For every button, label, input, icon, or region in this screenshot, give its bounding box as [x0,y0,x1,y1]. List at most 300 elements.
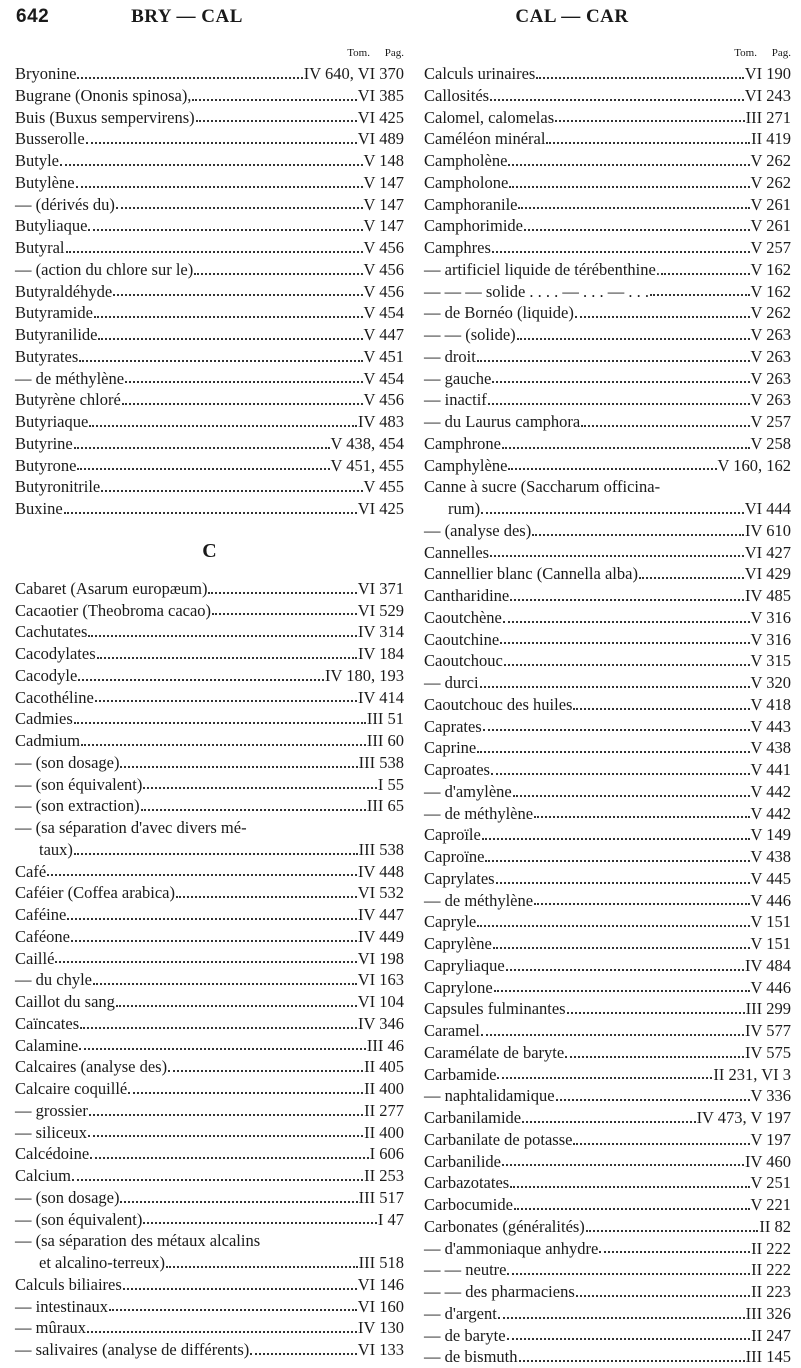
leader-dots [507,1273,750,1275]
entry-label: Campholone [424,172,509,192]
entry-reference: VI 489 [357,129,404,149]
index-entry [424,542,791,564]
index-entry [424,1042,791,1064]
entry-label: Calculs urinaires [424,64,536,83]
index-entry [15,1143,404,1165]
entry-label: Caoutchouc des huiles [424,694,573,714]
entry-reference: V 445 [750,868,791,888]
index-entry [15,1165,404,1187]
entry-reference: VI 427 [744,542,791,562]
entry-reference: II 277 [364,1100,404,1120]
entry-reference: V 151 [750,934,791,953]
entry-reference: I 47 [377,1209,404,1229]
index-entry [15,107,404,129]
index-entry [424,368,791,390]
entry-label: — (son équivalent) [15,1209,143,1229]
entry-reference: VI 160 [357,1296,404,1316]
leader-dots [89,425,357,427]
entry-reference: V 147 [363,172,404,192]
entry-reference: V 454 [363,303,404,323]
leader-dots [55,961,356,963]
leader-dots [508,468,716,470]
tom-header: Tom. [734,47,757,59]
leader-dots [494,990,750,992]
entry-reference: V 162 [750,259,791,279]
leader-dots [76,186,363,188]
entry-label: — naphtalidamique [424,1086,555,1106]
leader-dots [212,613,357,615]
leader-dots [176,896,357,898]
entry-label: — grossier [15,1100,88,1120]
entry-reference: VI 371 [357,578,404,598]
index-entry [15,172,404,194]
index-entry [424,650,791,672]
entry-label: — de bismuth [424,1347,518,1367]
leader-dots [79,360,362,362]
entry-reference: IV 640, VI 370 [303,64,404,83]
index-entry [15,926,404,948]
index-entry [15,839,404,861]
entry-label: Cadmies [15,709,73,729]
entry-reference: V 147 [363,216,404,236]
index-entry [15,85,404,107]
index-entry [15,1296,404,1318]
index-entry [424,324,791,346]
entry-reference: II 419 [751,129,791,149]
entry-label: — intestinaux [15,1296,109,1316]
leader-dots [517,338,750,340]
index-entry [424,890,791,912]
entry-reference: V 438, 454 [330,433,404,453]
index-entry [424,1064,791,1086]
entry-reference: IV 460 [745,1151,791,1171]
entry-reference: VI 425 [357,107,404,127]
entry-reference: IV 449 [358,926,404,946]
leader-dots [74,853,358,855]
entry-label: Cachutates [15,622,88,642]
leader-dots [485,860,749,862]
entry-label: — — — solide . . . . — . . . — . . . [424,281,650,301]
entry-label: — durci [424,673,479,692]
entry-label: Camphrone [424,433,501,453]
index-entry [424,433,791,455]
entry-reference: V 443 [750,716,791,736]
entry-reference: IV 473, V 197 [696,1108,791,1127]
index-entry [424,846,791,868]
tom-header: Tom. [347,47,370,59]
right-column [424,47,791,1368]
leader-dots [80,1027,357,1029]
index-entry [424,1020,791,1042]
entry-label: Buxine [15,499,63,518]
index-entry [15,1187,404,1209]
entry-label: rum) [448,499,481,518]
entry-reference: V 221 [750,1195,791,1214]
index-entry [15,389,404,411]
leader-dots [492,251,750,253]
leader-dots [518,207,749,209]
left-entries-b [15,63,404,520]
entry-reference: V 320 [750,673,791,692]
entry-label: Calcaires (analyse des) [15,1057,168,1077]
leader-dots [250,1353,356,1355]
index-entry [424,1129,791,1151]
index-entry [424,1303,791,1325]
entry-reference: V 454 [363,368,404,388]
leader-dots [503,621,750,623]
index-entry [424,63,791,85]
entry-reference: II 400 [364,1122,404,1142]
entry-label: — de méthylène [424,890,534,910]
index-entry [424,455,791,477]
entry-label: — droit [424,346,476,366]
index-entry [15,687,404,709]
index-entry [15,194,404,216]
left-entries-c [15,578,404,1361]
leader-dots [79,1048,366,1050]
entry-label: Caillot du sang [15,992,115,1011]
leader-dots [60,164,363,166]
leader-dots [88,1135,363,1137]
entry-label: Caillé [15,948,55,968]
leader-dots [506,969,744,971]
entry-reference: V 262 [750,172,791,192]
entry-reference: V 447 [363,325,404,344]
entry-label: Caprylène [424,934,492,953]
entry-reference: VI 243 [744,85,791,105]
leader-dots [573,708,749,710]
entry-label: Callosités [424,85,490,105]
entry-label: — gauche [424,368,492,388]
entry-label: Cacothéline [15,687,94,707]
index-entry [424,563,791,585]
entry-label: Buis (Buxus sempervirens) [15,107,195,127]
entry-label: Camphorimide [424,216,523,236]
entry-label: — mûraux [15,1318,87,1338]
entry-label: Cannelles [424,542,490,562]
index-entry [424,911,791,933]
index-entry [424,694,791,716]
index-entry [15,578,404,600]
entry-label: — (son dosage) [15,1187,120,1207]
entry-label: Caprylates [424,868,495,888]
index-entry [15,948,404,970]
leader-dots [573,1143,749,1145]
leader-dots [493,947,750,949]
entry-reference: V 149 [750,825,791,845]
index-entry [15,476,404,498]
leader-dots [480,686,750,688]
index-entry [424,346,791,368]
leader-dots [556,1099,750,1101]
index-entry [15,411,404,433]
leader-dots [87,1331,357,1333]
entry-label: Butyranilide [15,325,98,344]
index-entry [424,607,791,629]
entry-reference: III 538 [358,752,404,772]
leader-dots [510,599,744,601]
leader-dots [661,273,750,275]
leader-dots [66,251,363,253]
entry-reference: III 538 [358,839,404,859]
index-entry [424,672,791,694]
leader-dots [128,1092,363,1094]
leader-dots [116,207,363,209]
leader-dots [483,729,750,731]
entry-reference: V 336 [750,1086,791,1106]
entry-reference: IV 577 [745,1021,791,1040]
entry-reference: VI 425 [357,499,404,518]
index-entry [15,259,404,281]
index-entry [15,1100,404,1122]
entry-reference: VI 133 [357,1340,404,1359]
index-entry [424,1238,791,1260]
leader-dots [639,577,744,579]
entry-label: — de baryte [424,1325,506,1345]
leader-dots [498,1317,745,1319]
leader-dots [524,229,750,231]
right-running-title: CAL — CAR [515,6,629,27]
pag-header: Pag. [384,47,404,59]
entry-reference: I 55 [377,774,404,794]
entry-label: Caramélate de baryte [424,1042,565,1062]
leader-dots [532,534,744,536]
entry-reference: V 263 [750,390,791,410]
entry-label: Caméléon minéral [424,129,546,149]
index-entry [424,150,791,172]
leader-dots [77,468,329,470]
leader-dots [514,1208,750,1210]
leader-dots [120,1201,357,1203]
index-entry [424,172,791,194]
entry-reference: V 257 [750,238,791,257]
leader-dots [78,679,324,681]
leader-dots [94,316,363,318]
entry-reference: V 263 [750,368,791,388]
leader-dots [519,1360,745,1362]
leader-dots [502,447,750,449]
entry-reference: IV 484 [745,955,791,975]
leader-dots [496,882,750,884]
leader-dots [482,838,750,840]
entry-reference: II 253 [364,1166,404,1185]
leader-dots [490,99,744,101]
leader-dots [71,940,357,942]
leader-dots [74,722,366,724]
leader-dots [168,1070,363,1072]
entry-reference: V 251 [750,1173,791,1193]
entry-reference: II 222 [751,1238,791,1258]
entry-label: Canne à sucre (Saccharum officina- [424,477,661,497]
entry-label: Butyral [15,238,65,257]
index-entry [424,998,791,1020]
index-entry [15,730,404,752]
leader-dots [166,1266,358,1268]
entry-reference: V 262 [750,303,791,323]
entry-label: Caproïne [424,847,485,866]
index-entry [15,991,404,1013]
leader-dots [93,983,357,985]
leader-dots [504,664,750,666]
entry-label: Butyrone [15,455,77,475]
index-entry [424,759,791,781]
leader-dots [490,555,744,557]
index-entry [15,1252,404,1274]
leader-dots [192,99,356,101]
entry-label: Calcium [15,1166,71,1185]
leader-dots [208,592,356,594]
entry-label: — salivaires (analyse de différents) [15,1340,250,1359]
entry-label: Caïncates [15,1013,80,1033]
entry-label: Carbazotates [424,1173,510,1193]
entry-reference: III 145 [745,1347,791,1367]
leader-dots [120,766,357,768]
entry-reference: II 247 [751,1325,791,1345]
entry-reference: IV 184 [358,644,404,663]
entry-label: — — des pharmaciens [424,1282,575,1301]
entry-reference: V 456 [363,390,404,410]
entry-reference: II 222 [751,1260,791,1280]
index-entry [424,1194,791,1216]
index-entry [15,752,404,774]
entry-label: Café [15,861,47,881]
entry-reference: VI 429 [744,564,791,584]
index-entry [424,629,791,651]
index-entry [15,281,404,303]
index-entry [15,1230,404,1252]
leader-dots [81,744,366,746]
leader-dots [109,1309,357,1311]
leader-dots [502,1164,744,1166]
leader-dots [86,142,357,144]
entry-reference: II 223 [751,1282,791,1301]
entry-reference: VI 146 [357,1274,404,1294]
index-entry [15,368,404,390]
entry-label: Calcédoine [15,1144,90,1164]
entry-reference: VI 385 [357,85,404,105]
entry-reference: V 438 [750,738,791,758]
entry-label: — de méthylène [424,803,534,823]
page-number: 642 [16,6,50,27]
entry-label: Caféine [15,905,67,924]
leader-dots [196,120,357,122]
entry-reference: V 442 [750,781,791,801]
entry-reference: III 46 [366,1035,404,1055]
leader-dots [122,403,363,405]
leader-dots [507,1338,751,1340]
entry-reference: V 160, 162 [717,455,791,475]
entry-reference: II 400 [364,1079,404,1098]
entry-reference: V 455 [363,477,404,497]
entry-reference: V 262 [750,151,791,170]
entry-label: — siliceux [15,1122,87,1142]
index-entry [15,774,404,796]
entry-reference: V 441 [750,760,791,779]
leader-dots [567,1012,745,1014]
entry-reference: V 451 [363,346,404,366]
left-column [15,47,404,1361]
entry-reference: II 82 [759,1216,791,1236]
leader-dots [90,1157,368,1159]
entry-reference: IV 447 [358,905,404,924]
leader-dots [98,338,362,340]
entry-label: Capryle [424,912,477,932]
entry-label: Caprine [424,738,477,758]
leader-dots [477,925,749,927]
entry-reference: IV 414 [358,687,404,707]
leader-dots [481,512,744,514]
leader-dots [481,1034,744,1036]
entry-reference: III 299 [745,999,791,1019]
leader-dots [546,142,750,144]
leader-dots [477,360,750,362]
entry-reference: V 263 [750,346,791,366]
entry-label: — artificiel liquide de térébenthine. [424,259,660,279]
index-entry [15,1209,404,1231]
entry-label: Caprylone [424,977,493,997]
leader-dots [488,403,750,405]
entry-label: — (son dosage) [15,752,120,772]
leader-dots [88,635,357,637]
entry-label: — (analyse des) [424,520,532,540]
index-entry [15,237,404,259]
entry-label: Butyronitrile [15,477,101,497]
index-entry [15,498,404,520]
entry-label: Carbanilamide [424,1108,522,1127]
entry-reference: V 151 [750,912,791,932]
entry-label: Caprates [424,716,482,736]
entry-label: Calomel, calomelas [424,107,555,127]
entry-label: Carbanilide [424,1151,501,1171]
entry-reference: V 162 [750,281,791,301]
leader-dots [522,1121,695,1123]
index-entry [15,1035,404,1057]
leader-dots [575,316,750,318]
entry-reference: IV 180, 193 [325,665,404,685]
index-entry [424,1346,791,1368]
entry-label: Calamine [15,1035,79,1055]
entry-reference: V 148 [363,151,404,170]
entry-label: Camphres [424,238,491,257]
entry-label: Carbanilate de potasse [424,1129,573,1149]
entry-reference: IV 314 [358,622,404,642]
entry-label: — (dérivés du) [15,194,115,214]
leader-dots [64,512,357,514]
entry-label: Caoutchouc [424,651,503,671]
index-entry [424,1259,791,1281]
entry-label: Capsules fulminantes [424,999,566,1019]
entry-label: Butyriaque [15,412,89,431]
entry-reference: V 418 [750,694,791,714]
index-entry [15,861,404,883]
index-entry [15,128,404,150]
leader-dots [125,381,362,383]
leader-dots [491,773,750,775]
index-entry [424,389,791,411]
leader-dots [77,77,302,79]
index-entry [15,455,404,477]
entry-label: Capryliaque [424,955,505,975]
entry-label: — de Bornéo (liquide) [424,303,574,323]
index-entry [424,1151,791,1173]
entry-label: Carbamide [424,1064,497,1084]
entry-label: Camphylène [424,455,508,475]
entry-reference: IV 610 [745,520,791,540]
leader-dots [72,1179,363,1181]
leader-dots [492,381,749,383]
entry-reference: V 442 [750,803,791,823]
index-entry [424,107,791,129]
